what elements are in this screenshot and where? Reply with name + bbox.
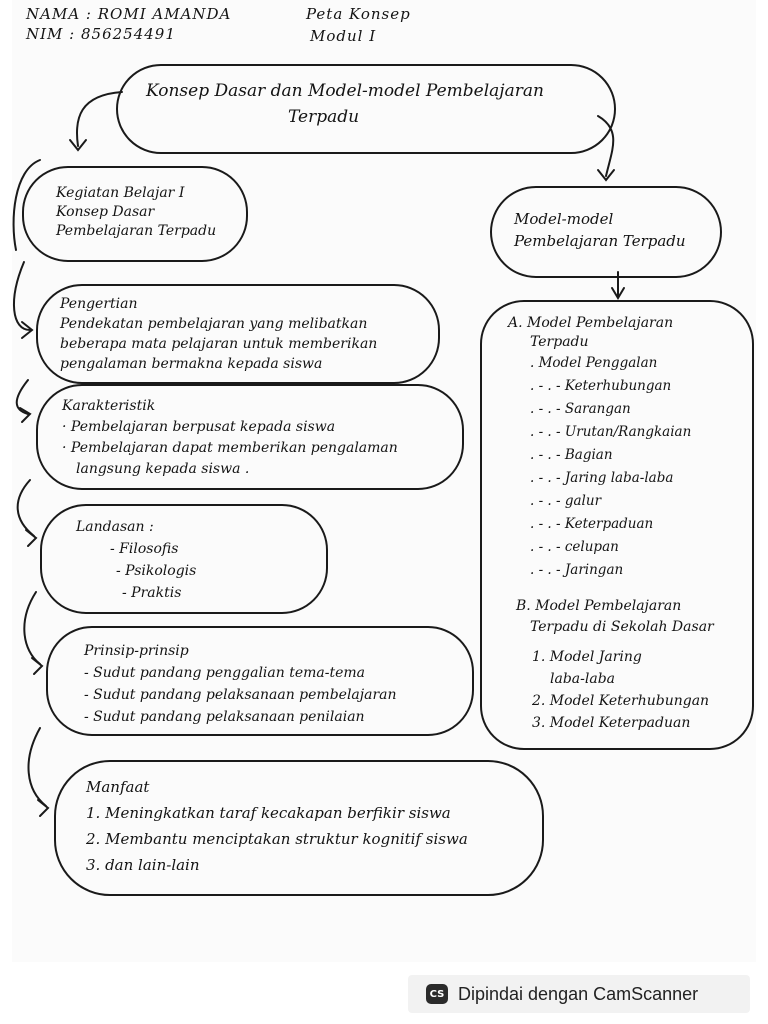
right-head-line: Pembelajaran Terpadu — [514, 232, 686, 250]
landasan-item: - Psikologis — [116, 563, 197, 579]
model-a-item: . - . - Keterpaduan — [530, 516, 654, 532]
camscanner-logo-icon: CS — [426, 984, 448, 1004]
landasan-item: - Filosofis — [110, 541, 179, 557]
model-a-item: . Model Penggalan — [530, 355, 658, 371]
model-b-title — [516, 596, 714, 638]
root-line-1: Konsep Dasar dan Model-model Pembelajaran — [146, 81, 544, 101]
landasan-title: Landasan : — [76, 519, 154, 535]
student-nim: NIM : 856254491 — [26, 25, 176, 43]
pengertian-line: Pendekatan pembelajaran yang melibatkan — [60, 316, 368, 332]
model-a-title-line: Terpadu — [530, 334, 589, 350]
model-a-item: . - . - celupan — [530, 539, 619, 555]
model-b-list — [532, 646, 709, 734]
karakteristik-title: Karakteristik — [62, 398, 156, 414]
model-b-item: 3. Model Keterpaduan — [532, 715, 691, 731]
manfaat-text — [86, 774, 468, 878]
root-line-2: Terpadu — [288, 107, 360, 127]
pengertian-line: pengalaman bermakna kepada siswa — [60, 356, 323, 372]
prinsip-item: - Sudut pandang pelaksanaan pembelajaran — [84, 687, 397, 703]
model-a-item: . - . - Jaringan — [530, 562, 624, 578]
left-head-line: Konsep Dasar — [56, 204, 155, 220]
manfaat-item: 1. Meningkatkan taraf kecakapan berfikir siswa — [86, 804, 451, 822]
right-head-text — [514, 208, 686, 252]
model-a-item: . - . - galur — [530, 493, 602, 509]
left-head-line: Kegiatan Belajar I — [56, 185, 185, 201]
prinsip-item: - Sudut pandang penggalian tema-tema — [84, 665, 366, 681]
model-b-title-line: B. Model Pembelajaran — [516, 598, 682, 614]
manfaat-item: 3. dan lain-lain — [86, 856, 200, 874]
left-head-text — [56, 184, 216, 241]
karakteristik-line: langsung kepada siswa . — [76, 461, 250, 477]
manfaat-item: 2. Membantu menciptakan struktur kognitif siswa — [86, 830, 468, 848]
model-a-title-line: A. Model Pembelajaran — [508, 315, 674, 331]
prinsip-title: Prinsip-prinsip — [84, 643, 189, 659]
pengertian-line: beberapa mata pelajaran untuk memberikan — [60, 336, 378, 352]
model-a-item: . - . - Bagian — [530, 447, 613, 463]
prinsip-text — [84, 640, 397, 728]
right-head-line: Model-model — [514, 210, 614, 228]
model-b-title-line: Terpadu di Sekolah Dasar — [530, 619, 714, 635]
camscanner-badge — [408, 975, 750, 1013]
prinsip-item: - Sudut pandang pelaksanaan penilaian — [84, 709, 365, 725]
root-node — [116, 64, 616, 154]
model-a-item: . - . - Jaring laba-laba — [530, 470, 674, 486]
model-b-item: 1. Model Jaring — [532, 649, 642, 665]
pengertian-title: Pengertian — [60, 296, 138, 312]
model-b-item: laba-laba — [550, 671, 615, 687]
manfaat-title: Manfaat — [86, 778, 150, 796]
camscanner-badge-text: Dipindai dengan CamScanner — [458, 983, 699, 1004]
doc-title-line-1: Peta Konsep — [306, 5, 411, 23]
left-head-line: Pembelajaran Terpadu — [56, 223, 217, 239]
karakteristik-line: · Pembelajaran dapat memberikan pengalaman — [62, 440, 398, 456]
model-b-item: 2. Model Keterhubungan — [532, 693, 710, 709]
landasan-item: - Praktis — [122, 585, 182, 601]
landasan-text — [76, 516, 196, 604]
model-a-item: . - . - Keterhubungan — [530, 378, 672, 394]
pengertian-text — [60, 294, 377, 374]
model-a-item: . - . - Urutan/Rangkaian — [530, 424, 692, 440]
doc-title-line-2: Modul I — [310, 27, 377, 45]
karakteristik-line: · Pembelajaran berpusat kepada siswa — [62, 419, 336, 435]
student-name: NAMA : ROMI AMANDA — [26, 5, 232, 23]
model-a-item: . - . - Sarangan — [530, 401, 631, 417]
model-a-title — [508, 314, 673, 352]
karakteristik-text — [62, 396, 398, 480]
model-a-list — [530, 352, 691, 582]
